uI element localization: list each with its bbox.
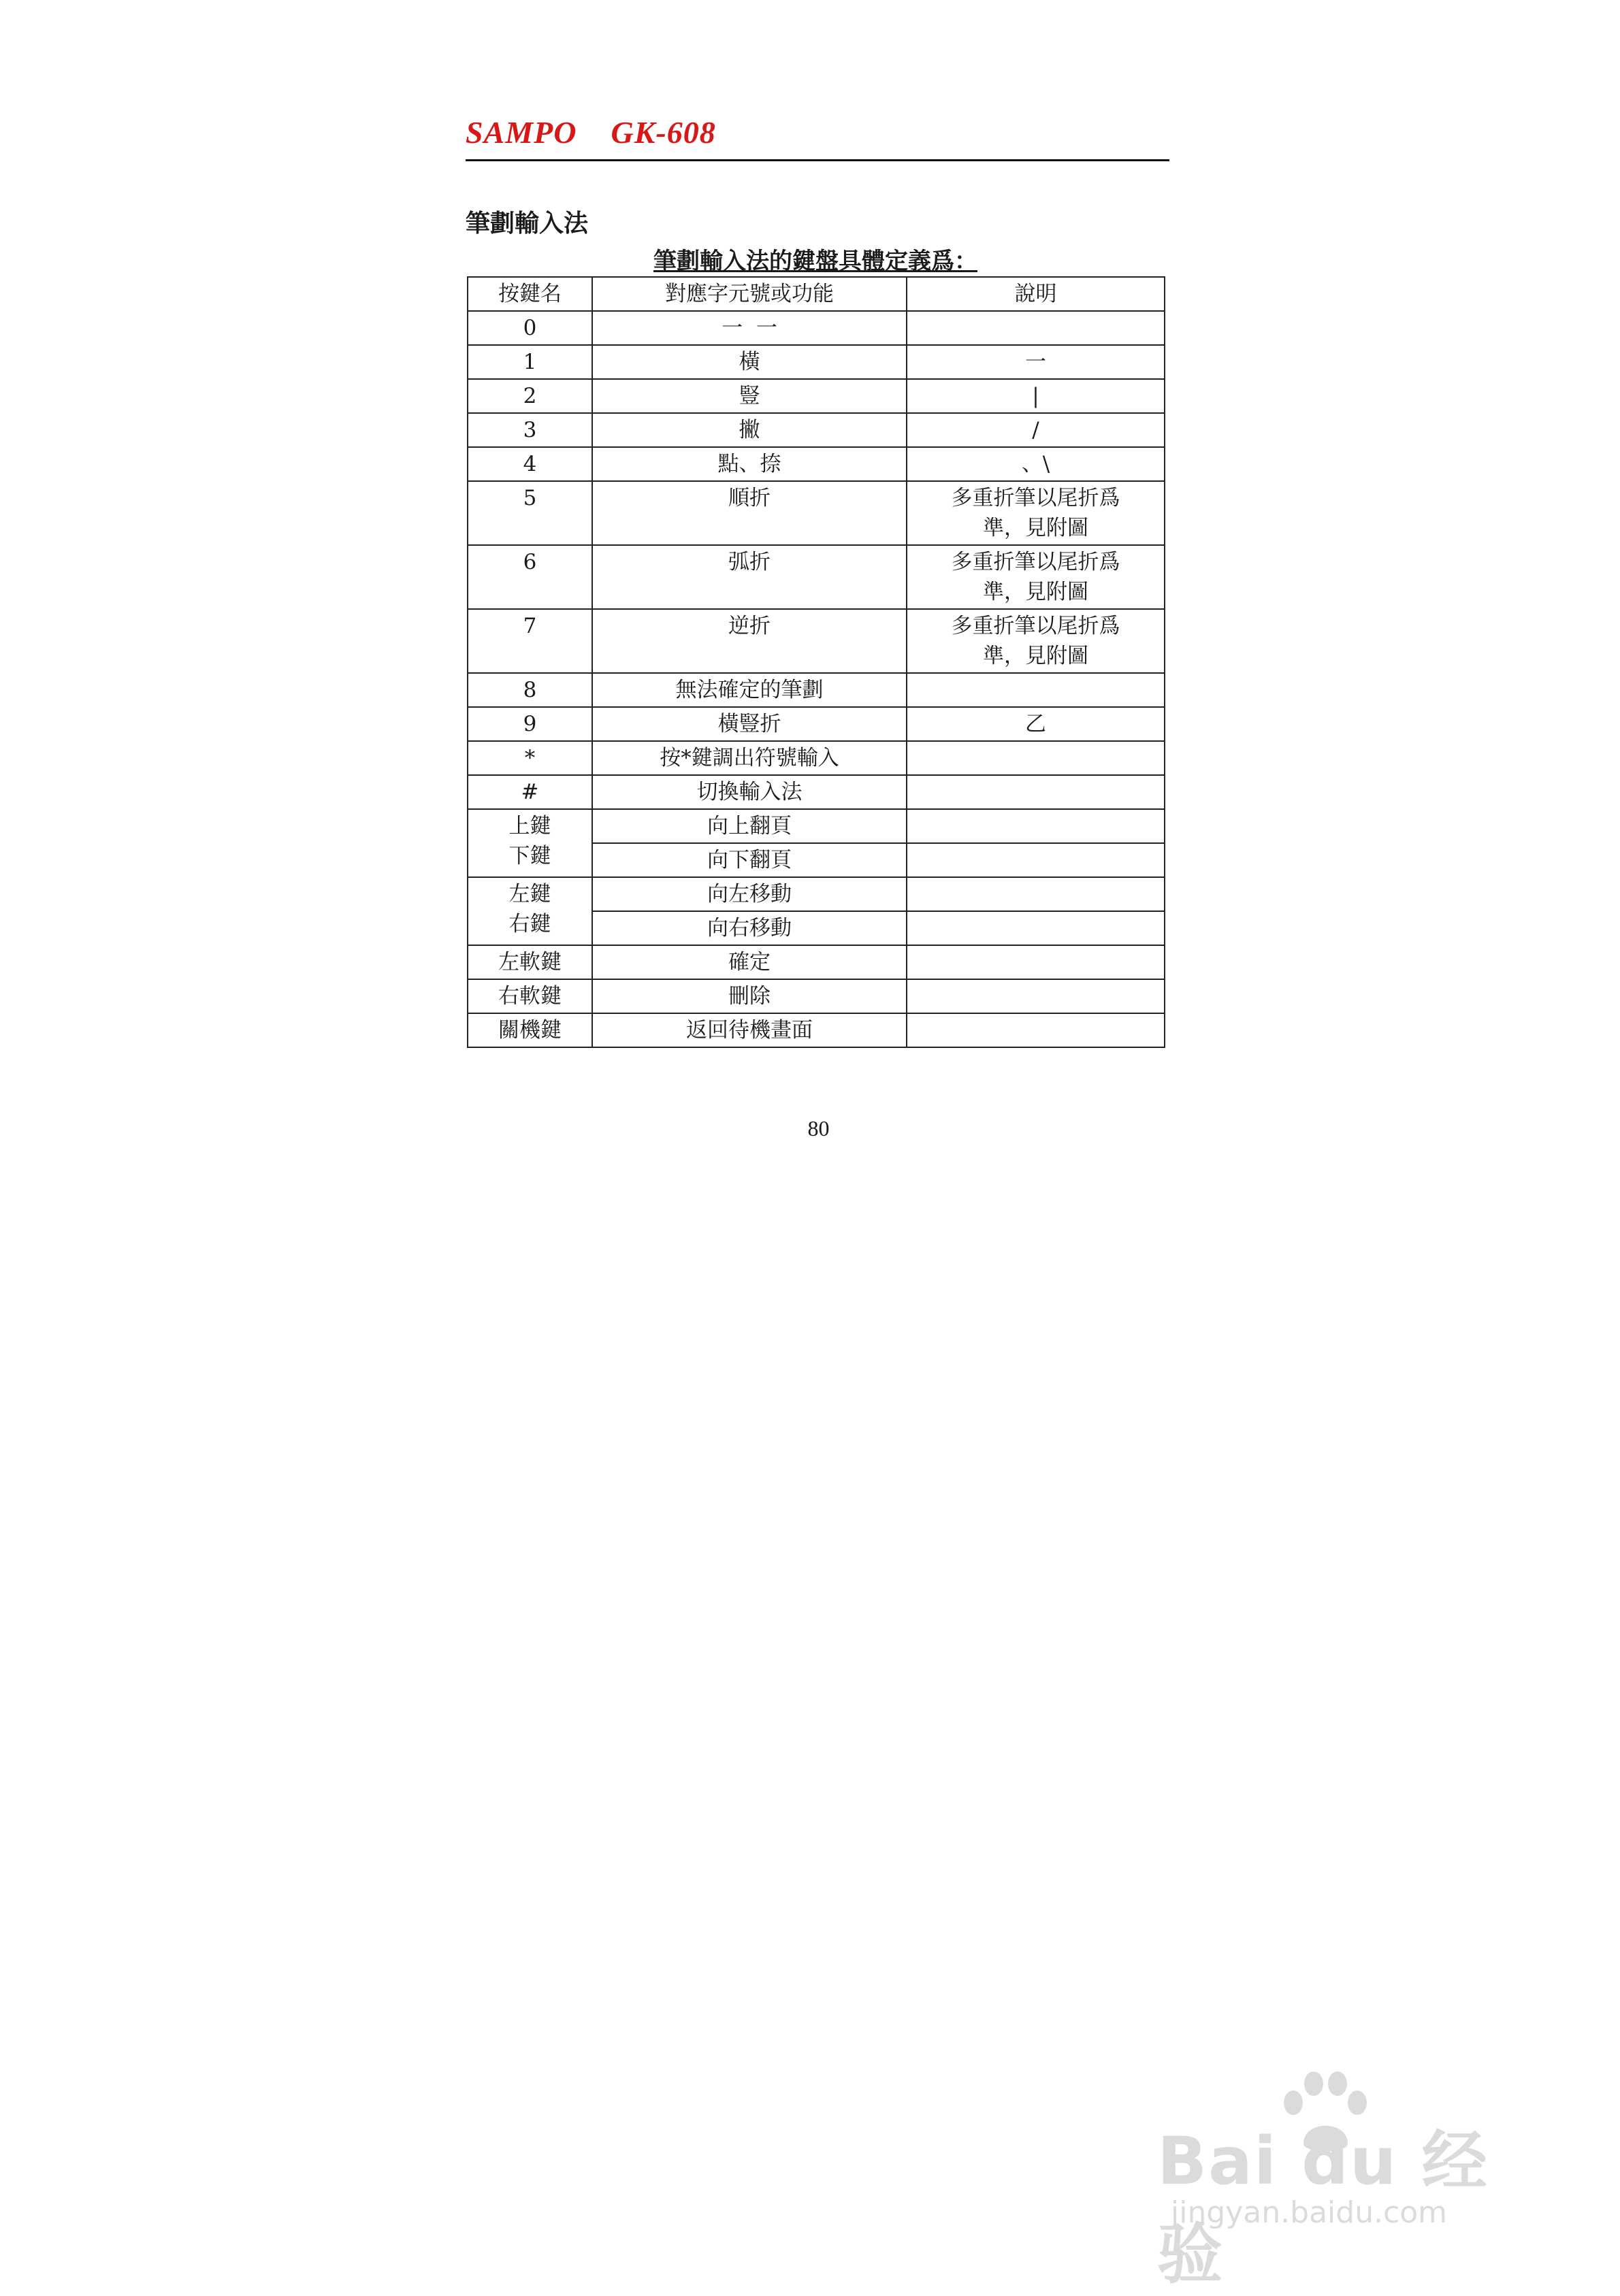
key-cell-merged (468, 809, 592, 877)
function-cell: 確定 (592, 945, 907, 979)
table-row (468, 945, 1165, 979)
note-cell (907, 945, 1165, 979)
key-cell: 4 (468, 447, 592, 481)
function-cell: 無法確定的筆劃 (592, 673, 907, 707)
note-cell (907, 877, 1165, 911)
note-cell (907, 545, 1165, 609)
key-line: 下鍵 (508, 844, 551, 868)
function-cell: 向左移動 (592, 877, 907, 911)
note-line: 多重折筆以尾折爲 (951, 486, 1120, 510)
watermark-text: Bai du 经验 (1157, 2123, 1489, 2293)
key-cell: 3 (468, 413, 592, 447)
note-cell (907, 809, 1165, 843)
key-cell: 1 (468, 345, 592, 379)
note-line: 準，見附圖 (983, 644, 1088, 668)
note-cell (907, 609, 1165, 673)
table-header-row (468, 277, 1165, 311)
table-caption: 筆劃輸入法的鍵盤具體定義爲： (653, 248, 977, 275)
page-header (466, 114, 1169, 161)
header-note: 說明 (907, 277, 1165, 311)
table-row (468, 413, 1165, 447)
key-cell: 0 (468, 311, 592, 345)
key-cell-merged (468, 877, 592, 945)
note-cell: / (907, 413, 1165, 447)
function-cell: 撇 (592, 413, 907, 447)
note-line: 多重折筆以尾折爲 (951, 550, 1120, 574)
note-cell: | (907, 379, 1165, 413)
key-cell: 9 (468, 707, 592, 741)
key-line: 左鍵 (508, 882, 551, 906)
note-cell (907, 673, 1165, 707)
note-line: 準，見附圖 (983, 516, 1088, 540)
header-function: 對應字元號或功能 (592, 277, 907, 311)
table-row (468, 311, 1165, 345)
function-cell: 逆折 (592, 609, 907, 673)
table-row (468, 345, 1165, 379)
function-cell: 返回待機畫面 (592, 1013, 907, 1047)
function-cell: 弧折 (592, 545, 907, 609)
note-line: 準，見附圖 (983, 580, 1088, 604)
table-row (468, 481, 1165, 545)
function-cell: 橫豎折 (592, 707, 907, 741)
note-cell (907, 843, 1165, 877)
function-cell: 刪除 (592, 979, 907, 1013)
table-row (468, 741, 1165, 775)
function-cell: 豎 (592, 379, 907, 413)
table-row (468, 775, 1165, 809)
function-cell: 點、捺 (592, 447, 907, 481)
note-cell (907, 911, 1165, 945)
table-row (468, 707, 1165, 741)
table-row (468, 545, 1165, 609)
note-line: 多重折筆以尾折爲 (951, 614, 1120, 638)
table-row (468, 1013, 1165, 1047)
key-cell: 右軟鍵 (468, 979, 592, 1013)
watermark-url: jingyan.baidu.com (1171, 2195, 1448, 2230)
note-cell (907, 311, 1165, 345)
table-row (468, 609, 1165, 673)
key-cell: 2 (468, 379, 592, 413)
note-cell (907, 775, 1165, 809)
function-cell: 切換輸入法 (592, 775, 907, 809)
table-row (468, 809, 1165, 843)
table-row (468, 673, 1165, 707)
table-row (468, 447, 1165, 481)
table-row (468, 877, 1165, 911)
note-cell (907, 1013, 1165, 1047)
function-cell: 向下翻頁 (592, 843, 907, 877)
key-cell: 左軟鍵 (468, 945, 592, 979)
header-key: 按鍵名 (468, 277, 592, 311)
watermark (1157, 2069, 1538, 2293)
brand-title: SAMPO GK-608 (466, 115, 716, 150)
key-cell: 7 (468, 609, 592, 673)
function-cell: 向右移動 (592, 911, 907, 945)
key-cell: 5 (468, 481, 592, 545)
section-title: 筆劃輸入法 (466, 210, 589, 237)
note-cell (907, 741, 1165, 775)
page-number: 80 (807, 1116, 830, 1141)
key-cell: 8 (468, 673, 592, 707)
function-cell: 一 一 (592, 311, 907, 345)
note-cell: 、\ (907, 447, 1165, 481)
function-cell: 橫 (592, 345, 907, 379)
note-cell: 乙 (907, 707, 1165, 741)
key-line: 上鍵 (508, 814, 551, 838)
key-cell: 6 (468, 545, 592, 609)
function-cell: 向上翻頁 (592, 809, 907, 843)
keymap-table (467, 276, 1165, 1048)
key-cell: # (468, 775, 592, 809)
key-line: 右鍵 (508, 912, 551, 936)
function-cell: 按*鍵調出符號輸入 (592, 741, 907, 775)
table-row (468, 379, 1165, 413)
function-cell: 順折 (592, 481, 907, 545)
key-cell: 關機鍵 (468, 1013, 592, 1047)
table-row (468, 979, 1165, 1013)
note-cell (907, 979, 1165, 1013)
note-cell: 一 (907, 345, 1165, 379)
note-cell (907, 481, 1165, 545)
key-cell: * (468, 741, 592, 775)
